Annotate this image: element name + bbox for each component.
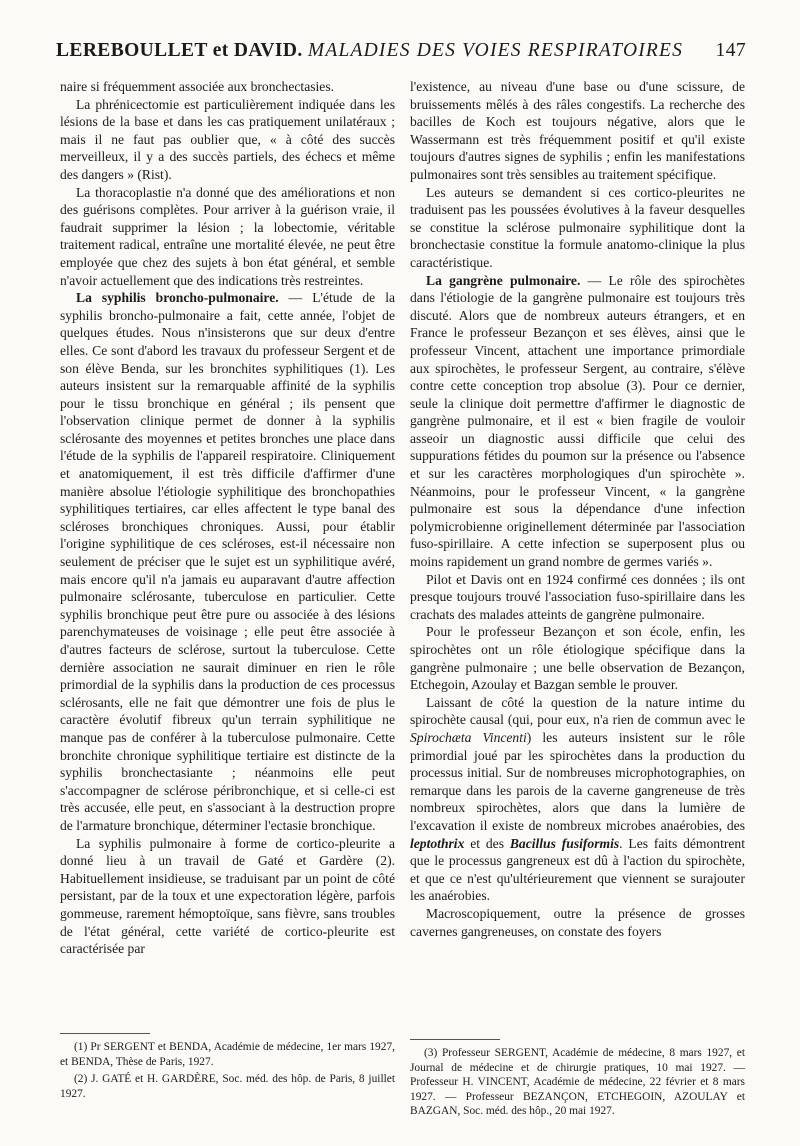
footnotes-right <box>410 1046 745 1122</box>
text-run: et des <box>464 835 510 851</box>
italic-term: Spirochæta Vincenti <box>410 729 527 745</box>
paragraph: La thoracoplastie n'a donné que des améliorations et non des guérisons complètes. Pour arriver à la guérison vraie, il faudrait supprimer la lésion ; la lobectomie, véritable traitement radical, entraîne une mortalité élevée, ne peut être employée que chez des sujets à bon état général, et semble n'avoir actuellement que des indications très restreintes. <box>60 184 395 288</box>
paragraph <box>60 289 395 834</box>
paragraph: Pour le professeur Bezançon et son école, enfin, les spirochètes ont un rôle étiologique spécifique dans la gangrène pulmonaire ; une belle observation de Bezançon, Etchegoin, Azoulay et Bazgan semble le prouver. <box>410 624 745 693</box>
italic-term: leptothrix <box>410 835 465 851</box>
header-authors: LEREBOULLET et DAVID. <box>56 40 303 61</box>
text-run: ) les auteurs insistent sur le rôle primordial joué par les spirochètes dans la production du processus initial. Sur de nombreuses microphotographies, on remarque dans les parois de la caverne gangreneuse de très nombreux spirochètes, alors que dans la lumière de l'excavation il existe de nombreux microbes anaérobies, des <box>410 729 746 833</box>
footnote: (1) Pr SERGENT et BENDA, Académie de médecine, 1er mars 1927, et BENDA, Thèse de Paris, 1927. <box>60 1041 395 1068</box>
paragraph <box>410 694 745 905</box>
footnote: (3) Professeur SERGENT, Académie de médecine, 8 mars 1927, et Journal de médecine et de chirurgie pratiques, 10 mai 1927. — Professeur H. VINCENT, Académie de médecine, 22 février et 8 mars 1927. — Professeur BEZANÇON, ETCHEGOIN, AZOULAY et BAZGAN, Soc. méd. des hôp., 20 mai 1927. <box>410 1047 745 1117</box>
paragraph: l'existence, au niveau d'une base ou d'une scissure, de bruissements mêlés à des râles congestifs. La recherche des bacilles de Koch est toujours négative, alors que le Wassermann est très fréquemment positif et qu'il existe toujours d'autres signes de syphilis ; enfin les manifestations pulmonaires sont très sensibles au traitement spécifique. <box>410 79 745 182</box>
paragraph: Macroscopiquement, outre la présence de grosses cavernes gangreneuses, on constate des foyers <box>410 905 745 939</box>
footnote-rule <box>60 1033 150 1034</box>
page-number: 147 <box>715 40 746 61</box>
text-run: Laissant de côté la question de la nature intime du spirochète causal (qui, pour eux, n'a rien de commun avec le <box>410 694 745 728</box>
paragraph-body: — L'étude de la syphilis broncho-pulmonaire a fait, cette année, l'objet de quelques études. Nous n'insisterons que sur deux d'entre elles. Ce sont d'abord les travaux du professeur Sergent et de son élève Benda, sur les bronchites syphilitiques (1). Les auteurs insistent sur la remarquable affinité de la syphilis pour le tissu bronchique en général ; ils pensent que l'observation clinique permet de donner à la syphilis sclérosante des moyennes et petites bronches une place dans l'étude de la syphilis de l'appareil respiratoire. Cliniquement et anatomiquement, il est très difficile d'affirmer d'une manière absolue l'étiologie syphilitique des bronchopathies syphilitiques tertiaires, car elles affectent le type banal des scléroses bronchiques chroniques. Aussi, pour établir l'origine syphilitique de ces scléroses, est-il nécessaire non seulement de préciser que le sujet est un syphilitique avéré, mais encore qu'il n'a jamais eu auparavant d'autre affection pulmonaire sclérosante, tuberculose en particulier. Cette syphilis bronchique peut être pure ou associée à des lésions parenchymateuses de voisinage ; elle peut être associée à d'autres facteurs de sclérose, surtout la tuberculose. Cette dernière association ne saurait diminuer en rien le rôle primordial de la syphilis dans la production de ces processus sclérosants, elle ne fait que démontrer une fois de plus le caractère évolutif fibreux qu'un terrain syphilitique ne manque pas de conférer à la tuberculose pulmonaire. Cette bronchite chronique syphilitique tertiaire est distincte de la syphilis bronchectasiante ; néanmoins elle peut s'accompagner de sclérose péribronchique, et si celle-ci est très accusée, elle peut, en s'associant à la destruction propre de l'armature bronchique, déterminer l'ectasie bronchique. <box>60 290 395 833</box>
text-run: . Les faits démontrent que le processus gangreneux est dû à l'action du spirochète, et que ce n'est qu'ultérieurement que viennent se surajouter les anaérobies. <box>410 835 745 904</box>
paragraph-body: — Le rôle des spirochètes dans l'étiologie de la gangrène pulmonaire est toujours très discuté. Alors que de nombreux auteurs étrangers, et en France le professeur Bezançon et ses élèves, ainsi que le professeur Vincent, attachent une importance primordiale aux spirochètes, le professeur Sergent, au contraire, s'élève contre cette conception trop absolue (3). Pour ce dernier, seule la clinique doit permettre d'affirmer le diagnostic de gangrène pulmonaire, et il est « bien fragile de vouloir asseoir un diagnostic aussi difficile que celui des suppurations fétides du poumon sur la présence ou l'absence et sur les caractères morphologiques d'un spirochète ». Néanmoins, pour le professeur Vincent, « la gangrène pulmonaire est sous la dépendance d'une infection polymicrobienne originellement déterminée par l'association fuso-spirillaire. A cette infection se superposent plus ou moins rapidement un grand nombre de germes variés ». <box>410 272 745 570</box>
paragraph: La syphilis pulmonaire à forme de cortico-pleurite a donné lieu à un travail de Gaté et Gardère (2). Habituellement insidieuse, se traduisant par un point de côté persistant, par de la toux et une expectoration légère, parfois gommeuse, rarement hémoptoïque, sans fièvre, sans troubles de l'état général, cette variété de cortico-pleurite est caractérisée par <box>60 835 395 957</box>
paragraph: Pilot et Davis ont en 1924 confirmé ces données ; ils ont presque toujours trouvé l'association fuso-spirillaire dans les crachats des malades atteints de gangrène pulmonaire. <box>410 571 745 622</box>
paragraph <box>410 272 745 571</box>
left-column <box>60 78 395 958</box>
footnote: (2) J. GATÉ et H. GARDÈRE, Soc. méd. des hôp. de Paris, 8 juillet 1927. <box>60 1073 395 1100</box>
running-header <box>56 40 746 62</box>
footnote-rule <box>410 1039 500 1040</box>
section-heading: La syphilis broncho-pulmonaire. <box>76 290 279 306</box>
paragraph: Les auteurs se demandent si ces cortico-pleurites ne traduisent pas les poussées évolutives à la faveur desquelles se constitue la sclérose pulmonaire syphilitique dont la bronchectasie constitue la formule anatomo-clinique la plus caractéristique. <box>410 184 745 270</box>
paragraph: naire si fréquemment associée aux bronchectasies. <box>60 79 335 94</box>
header-title: MALADIES DES VOIES RESPIRATOIRES <box>307 40 684 61</box>
footnotes-left <box>60 1040 395 1104</box>
paragraph: La phrénicectomie est particulièrement indiquée dans les lésions de la base et dans les cas pratiquement unilatéraux ; mais il ne faut pas oublier que, « à côté des succès merveilleux, il y a des succès partiels, des échecs et même des dangers » (Rist). <box>60 96 395 182</box>
section-heading: La gangrène pulmonaire. <box>426 272 581 288</box>
right-column <box>410 78 745 940</box>
italic-term: Bacillus fusiformis <box>509 835 620 851</box>
